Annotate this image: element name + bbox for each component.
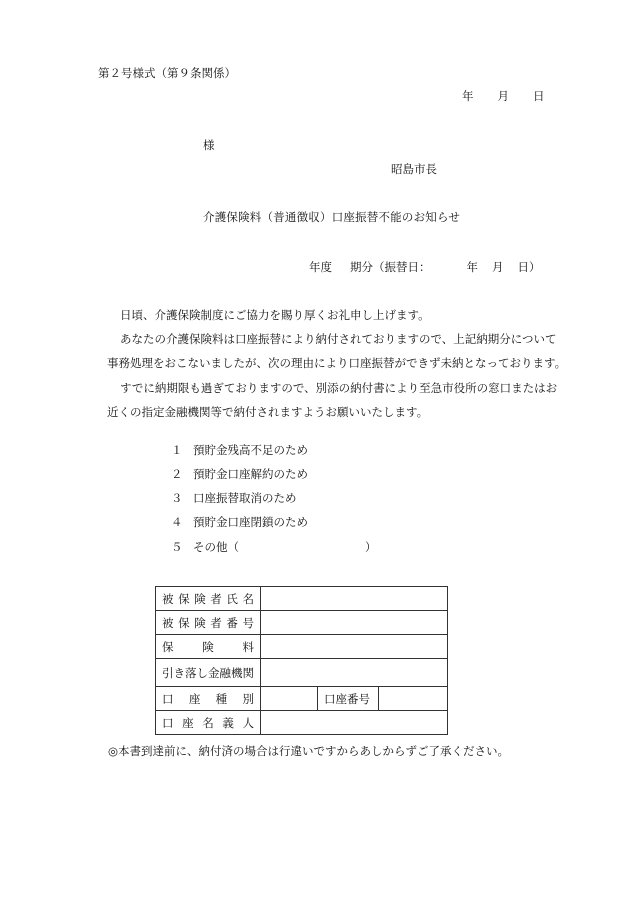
reason-item	[171, 493, 297, 505]
form-number: 第２号様式（第９条関係）	[98, 66, 236, 80]
reason-item	[171, 542, 377, 554]
reason-number: ２	[171, 467, 183, 481]
reason-number: ３	[171, 491, 183, 505]
fiscal-year-label: 年度	[309, 260, 332, 274]
transfer-year-label: 年	[466, 260, 478, 274]
label-char: 号	[242, 615, 254, 630]
label-char: 座	[188, 691, 201, 706]
body-paragraph: 日頃、介護保険制度にご協力を賜り厚くお礼申し上げます。	[120, 308, 430, 322]
label-char: 座	[182, 715, 194, 730]
label-char: 口	[162, 691, 174, 706]
label-char: 険	[194, 591, 206, 606]
account-type-label	[156, 687, 261, 711]
label-char: 番	[226, 615, 238, 630]
reason-number: ４	[171, 515, 183, 529]
body-paragraph: すでに納期限も過ぎておりますので、別添の納付書により至急市役所の窓口またはお	[120, 381, 558, 395]
insured-info-table	[155, 586, 448, 735]
insured-number-field[interactable]	[261, 611, 448, 635]
label-char: 保	[162, 639, 174, 654]
reason-text: 預貯金口座閉鎖のため	[193, 515, 308, 529]
label-char: 口	[162, 715, 174, 730]
reason-text: その他（	[193, 540, 239, 554]
reason-item	[171, 469, 308, 481]
bank-field[interactable]	[261, 659, 448, 687]
table-row	[156, 635, 448, 659]
label-char: 名	[202, 715, 214, 730]
issue-date	[462, 91, 545, 103]
table-row	[156, 611, 448, 635]
label-char: 険	[194, 615, 206, 630]
table-row	[156, 659, 448, 687]
label-char: 者	[210, 615, 222, 630]
insured-name-field[interactable]	[261, 587, 448, 611]
account-holder-label	[156, 711, 261, 735]
label-char: 人	[242, 715, 254, 730]
label-char: 料	[242, 639, 254, 654]
body-paragraph: 事務処理をおこないましたが、次の理由により口座振替ができず未納となっております。	[107, 356, 567, 370]
reason-close-paren: ）	[365, 540, 377, 554]
label-char: 別	[242, 691, 254, 706]
body-paragraph: あなたの介護保険料は口座振替により納付されておりますので、上記納期分について	[120, 332, 557, 346]
label-char: 義	[222, 715, 234, 730]
document-title: 介護保険料（普通徴収）口座振替不能のお知らせ	[203, 210, 461, 224]
date-day-label: 日	[533, 89, 545, 103]
reason-text: 預貯金残高不足のため	[193, 443, 308, 457]
reason-item	[171, 517, 308, 529]
label-char: 被	[162, 615, 174, 630]
reason-number: １	[171, 443, 183, 457]
label-char: 被	[162, 591, 174, 606]
label-char: 種	[215, 691, 228, 706]
footer-note: ◎本書到達前に、納付済の場合は行違いですからあしからずご了承ください。	[108, 744, 510, 758]
table-row	[156, 587, 448, 611]
date-year-label: 年	[462, 89, 474, 103]
label-char: 名	[242, 591, 254, 606]
insured-number-label	[156, 611, 261, 635]
label-char: 保	[178, 615, 190, 630]
body-paragraph: 近くの指定金融機関等で納付されますようお願いいたします。	[107, 405, 429, 419]
label-char: 保	[178, 591, 190, 606]
reason-item	[171, 445, 308, 457]
account-type-field[interactable]	[261, 687, 318, 711]
date-month-label: 月	[497, 89, 509, 103]
reason-text: 口座振替取消のため	[193, 491, 297, 505]
reason-number: ５	[171, 540, 183, 554]
table-row	[156, 687, 448, 711]
label-char: 険	[202, 639, 214, 654]
payment-period	[309, 262, 541, 274]
premium-field[interactable]	[261, 635, 448, 659]
reason-text: 預貯金口座解約のため	[193, 467, 308, 481]
transfer-day-label: 日）	[517, 260, 541, 274]
account-number-label: 口座番号	[318, 687, 379, 711]
sender-name: 昭島市長	[391, 162, 437, 176]
bank-label: 引き落し金融機関	[156, 659, 261, 687]
insured-name-label	[156, 587, 261, 611]
table-row	[156, 711, 448, 735]
account-holder-field[interactable]	[261, 711, 448, 735]
transfer-month-label: 月	[492, 260, 504, 274]
account-number-field[interactable]	[379, 687, 448, 711]
term-label: 期分（振替日：	[350, 260, 431, 274]
label-char: 氏	[226, 591, 238, 606]
label-char: 者	[210, 591, 222, 606]
addressee-suffix: 様	[203, 138, 215, 152]
premium-label	[156, 635, 261, 659]
